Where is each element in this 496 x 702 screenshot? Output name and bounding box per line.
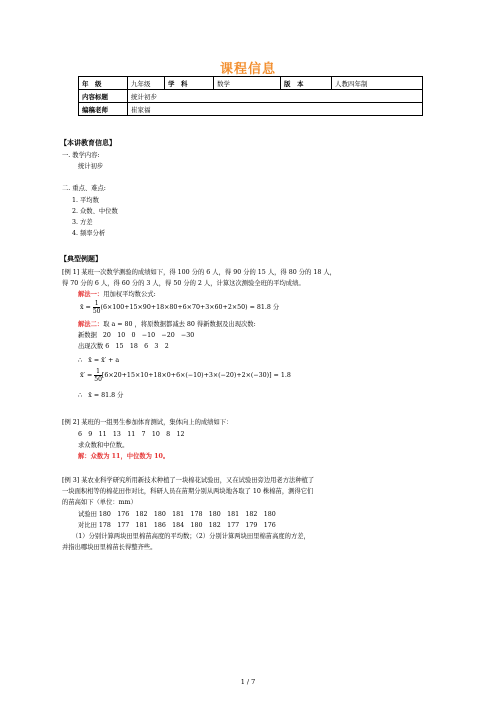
count-values: 6 15 18 6 3 2 bbox=[105, 343, 169, 350]
subject-label: 学 科 bbox=[165, 77, 214, 90]
key-points-label: 二. 重点、难点: bbox=[62, 185, 106, 192]
example1-text: [例 1] 某班一次数学测验的成绩如下，得 100 分的 6 人，得 90 分的 15 人，得 80 分的 18 人， bbox=[62, 269, 336, 276]
key-point-item: 4. 频率分析 bbox=[72, 230, 106, 237]
fraction: $\frac{1}{50}$ bbox=[94, 368, 102, 383]
grade-label: 年 级 bbox=[79, 77, 128, 90]
course-info-table bbox=[78, 76, 423, 116]
example3-text: [例 3] 某农业科学研究所用新技术种植了一块棉花试验田，又在试验田旁边用老方法种植了 bbox=[62, 477, 315, 484]
solution-label: 解： bbox=[78, 453, 91, 460]
method1-line bbox=[78, 290, 156, 299]
method2-label: 解法二： bbox=[78, 321, 104, 328]
table-row bbox=[79, 90, 423, 103]
method2-text: 取 a = 80 ，将原数据都减去 80 得新数据及出现次数: bbox=[103, 321, 256, 328]
method1-formula bbox=[80, 300, 279, 315]
example3-text: 的苗高如下（单位：mm） bbox=[62, 499, 137, 506]
editor-label: 编稿老师 bbox=[79, 103, 128, 116]
table-row bbox=[79, 103, 423, 116]
edition-value: 人教四年制 bbox=[332, 77, 423, 90]
topic-label: 内容标题 bbox=[79, 90, 128, 103]
page-number: 1 / 7 bbox=[240, 678, 256, 686]
method2-line bbox=[78, 320, 256, 329]
formula-body: (6×100+15×90+18×80+6×70+3×60+2×50) = 81.8 分 bbox=[100, 304, 280, 311]
example2-text: [例 2] 某班的一组男生参加体育测试，集体向上的成绩如下： bbox=[62, 419, 233, 426]
control-field-data: 对比田 178 177 181 186 184 180 182 177 179 176 bbox=[78, 522, 276, 529]
example2-solution bbox=[78, 452, 169, 461]
section-heading-info: 【本讲教育信息】 bbox=[60, 139, 116, 147]
fraction: $\frac{1}{50}$ bbox=[92, 300, 101, 315]
test-field-data: 试验田 180 176 182 180 181 178 180 181 182 180 bbox=[78, 511, 276, 518]
key-point-item: 2. 众数、中位数 bbox=[72, 208, 118, 215]
example2-ask: 求众数和中位数。 bbox=[78, 442, 129, 449]
formula-body: [6×20+15×10+18×0+6×(−10)+3×(−20)+2×(−30)] = 1.8 bbox=[101, 372, 291, 379]
section-heading-examples: 【典型例题】 bbox=[60, 255, 102, 263]
formula-lead: x̄ = bbox=[80, 304, 93, 311]
key-point-item: 1. 平均数 bbox=[72, 197, 99, 204]
solution-text: 众数为 11，中位数为 10。 bbox=[90, 453, 170, 460]
example3-question: 并指出哪块田里棉苗长得整齐些。 bbox=[62, 544, 157, 551]
count-label: 出现次数 bbox=[78, 343, 104, 350]
table-row bbox=[79, 77, 423, 90]
editor-value: 崔家福 bbox=[128, 103, 423, 116]
teaching-content-label: 一. 教学内容: bbox=[62, 152, 100, 159]
method1-label: 解法一： bbox=[78, 291, 104, 298]
teaching-content-value: 统计初步 bbox=[78, 163, 104, 170]
subject-value: 数学 bbox=[214, 77, 281, 90]
page-title: 课程信息 bbox=[219, 62, 276, 77]
formula-lead: x̄′ = bbox=[80, 372, 95, 379]
example2-data: 6 9 11 13 11 7 10 8 12 bbox=[78, 431, 185, 438]
method1-text: 用加权平均数公式: bbox=[103, 291, 156, 298]
new-data-values: 20 10 0 −10 −20 −30 bbox=[102, 332, 195, 339]
count-row bbox=[78, 342, 169, 351]
topic-value: 统计初步 bbox=[128, 90, 423, 103]
example3-text: 一块面积相等的棉花田作对比，科研人员在苗期分别从两块地各取了 10 株棉苗，测得它们 bbox=[62, 488, 314, 495]
new-data-label: 新数据 bbox=[78, 332, 97, 339]
key-point-item: 3. 方差 bbox=[72, 219, 93, 226]
grade-value: 九年级 bbox=[128, 77, 165, 90]
new-data-row bbox=[78, 331, 194, 340]
therefore-line: ∴ x̄ = 81.8 分 bbox=[78, 392, 124, 399]
therefore-line: ∴ x̄ = x̄′ + a bbox=[78, 357, 120, 364]
edition-label: 版 本 bbox=[281, 77, 332, 90]
example3-question: （1）分别计算两块田里棉苗高度的平均数；（2）分别计算两块田里棉苗高度的方差， bbox=[72, 533, 310, 540]
example1-text: 得 70 分的 6 人，得 60 分的 3 人，得 50 分的 2 人，计算这次测验全班的平均成绩。 bbox=[62, 280, 305, 287]
method2-formula bbox=[80, 368, 291, 383]
